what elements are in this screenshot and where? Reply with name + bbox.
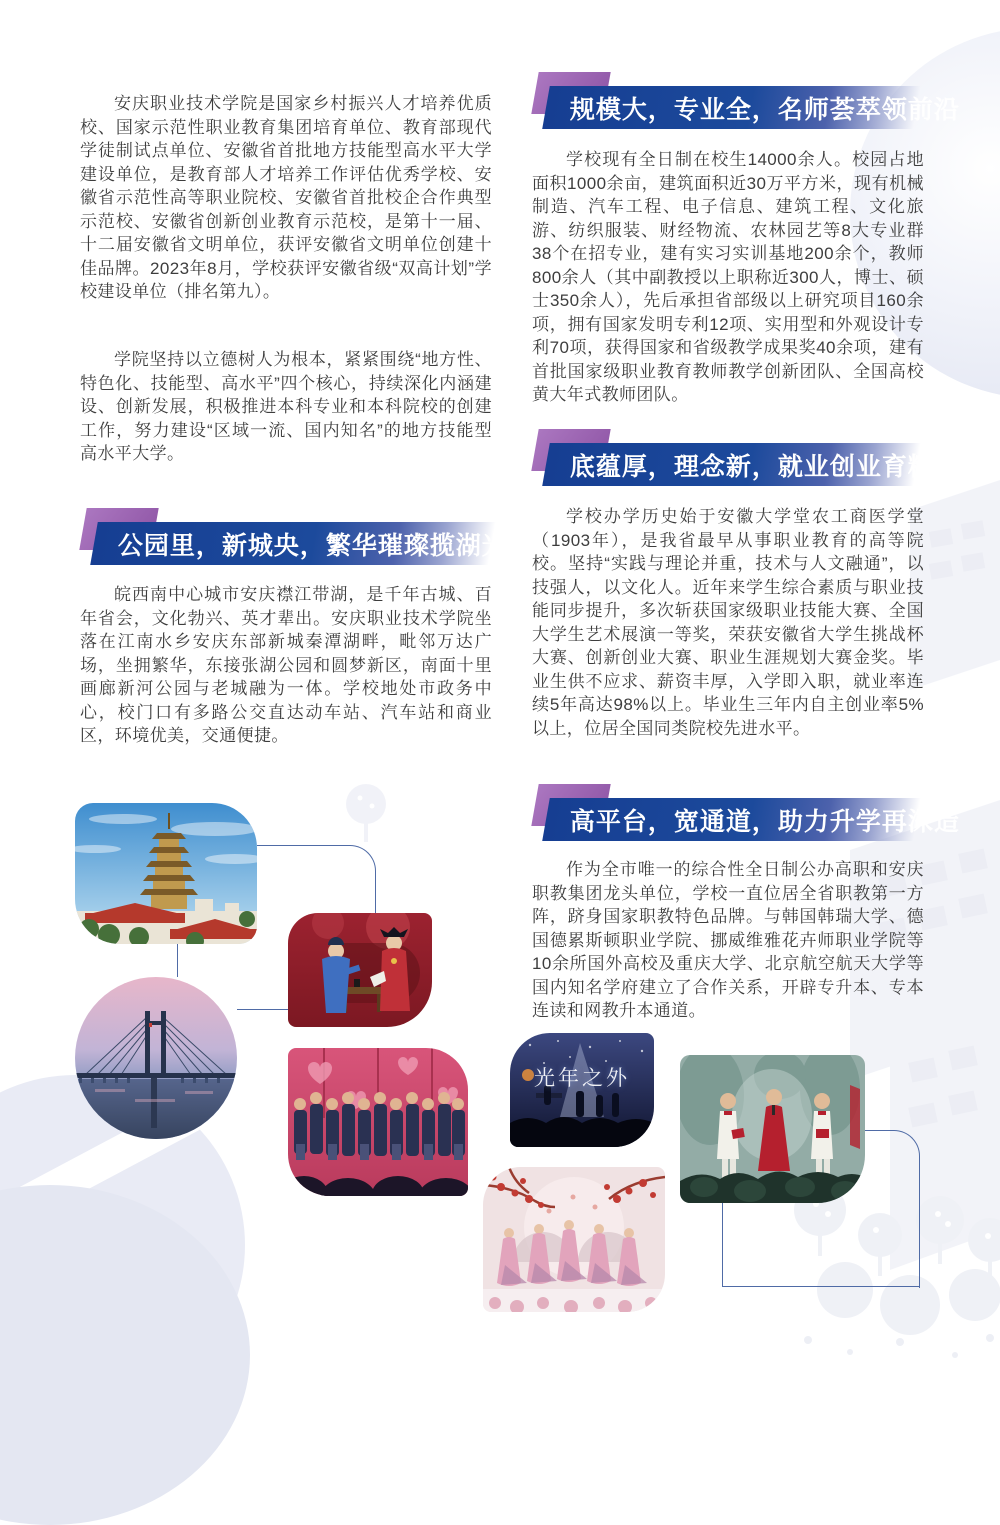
section-pathways-paragraph: 作为全市唯一的综合性全日制公办高职和安庆职教集团龙头单位，学校一直位居全省职教第一方阵，跻身国家职教特色品牌。与韩国韩瑞大学、德国德累斯顿职业学院、挪威维雅花卉师职业学院等10余所国外高校及重庆大学、北京航空航天大学等国内知名学府建立了合作关系，开辟专升本、专本连读和网教升本通道。 bbox=[532, 860, 924, 1020]
section-title: 底蕴厚，理念新，就业创业育精英 bbox=[570, 452, 961, 481]
section-banner-scale bbox=[546, 86, 961, 129]
photo-dance-performance bbox=[483, 1167, 665, 1312]
section-title: 规模大，专业全，名师荟萃领前沿 bbox=[570, 95, 961, 124]
intro-paragraph-1: 安庆职业技术学院是国家乡村振兴人才培养优质校、国家示范性职业教育集团培育单位、教育部现代学徒制试点单位、安徽省首批地方技能型高水平大学建设单位，是教育部人才培养工作评估优秀学校、安徽省示范性高等职业院校、安徽省首批校企合作典型示范校、安徽省创新创业教育示范校，是第十一届、十二届安徽省文明单位，获评安徽省文明单位创建十佳品牌。2023年8月，学校获评安徽省级“双高计划”学校建设单位（排名第九）。 bbox=[80, 94, 492, 301]
banner-bar bbox=[542, 443, 961, 486]
connector-line bbox=[177, 943, 180, 977]
photo-recitation-performance bbox=[680, 1055, 865, 1203]
section-title: 公园里，新城央，繁华璀璨揽湖光 bbox=[118, 531, 509, 560]
connector-line bbox=[257, 845, 376, 914]
connector-line bbox=[865, 1130, 920, 1288]
banner-bar bbox=[542, 86, 961, 129]
photo-pagoda-cityscape bbox=[75, 803, 257, 944]
photo-student-group bbox=[288, 1048, 468, 1196]
section-banner-heritage bbox=[546, 443, 961, 486]
connector-line bbox=[237, 1009, 288, 1012]
background-tree-decoration bbox=[336, 780, 396, 844]
section-scale-paragraph: 学校现有全日制在校生14000余人。校园占地面积1000余亩，建筑面积近30万平方米，现有机械制造、汽车工程、电子信息、建筑工程、文化旅游、纺织服装、财经物流、农林园艺等8大专业群38个在招专业，建有实习实训基地200余个，教师800余人（其中副教授以上职称近300人，博士、硕士350余人），先后承担省部级以上研究项目160余项，拥有国家发明专利12项、实用型和外观设计专利70项，获得国家和省级教学成果奖40余项，建有首批国家级职业教育教师教学创新团队、全国高校黄大年式教师团队。 bbox=[532, 150, 924, 404]
section-banner-pathways bbox=[546, 798, 961, 841]
photo-bridge-sunset bbox=[75, 977, 237, 1139]
section-title: 高平台，宽通道，助力升学再深造 bbox=[570, 807, 961, 836]
section-banner-location bbox=[94, 522, 509, 565]
section-heritage-paragraph: 学校办学历史始于安徽大学堂农工商医学堂（1903年），是我省最早从事职业教育的高等院校。坚持“实践与理论并重，技术与人文融通”，以技强人，以文化人。近年来学生综合素质与职业技能同步提升，多次斩获国家级职业技能大赛、全国大学生艺术展演一等奖，荣获安徽省大学生挑战杯大赛、创新创业大赛、职业生涯规划大赛金奖。毕业生供不应求、薪资丰厚，入学即入职，就业率连续5年高达98%以上。毕业生三年内自主创业率5%以上，位居全国同类院校先进水平。 bbox=[532, 507, 924, 738]
banner-bar bbox=[542, 798, 961, 841]
concert-overlay-text: 光年之外 bbox=[534, 1067, 630, 1090]
section-location-paragraph: 皖西南中心城市安庆襟江带湖，是千年古城、百年省会，文化勃兴、英才辈出。安庆职业技术学院坐落在江南水乡安庆东部新城秦潭湖畔，毗邻万达广场，坐拥繁华，东接张湖公园和圆梦新区，南面十里画廊新河公园与老城融为一体。学校地处市政务中心，校门口有多路公交直达动车站、汽车站和商业区，环境优美，交通便捷。 bbox=[80, 585, 492, 745]
banner-bar bbox=[90, 522, 509, 565]
intro-paragraph-2: 学院坚持以立德树人为根本，紧紧围绕“地方性、特色化、技能型、高水平”四个核心，持续深化内涵建设、创新发展，积极推进本科专业和本科院校的创建工作，努力建设“区域一流、国内知名”的地方技能型高水平大学。 bbox=[80, 350, 492, 463]
photo-opera-performance bbox=[288, 913, 432, 1027]
